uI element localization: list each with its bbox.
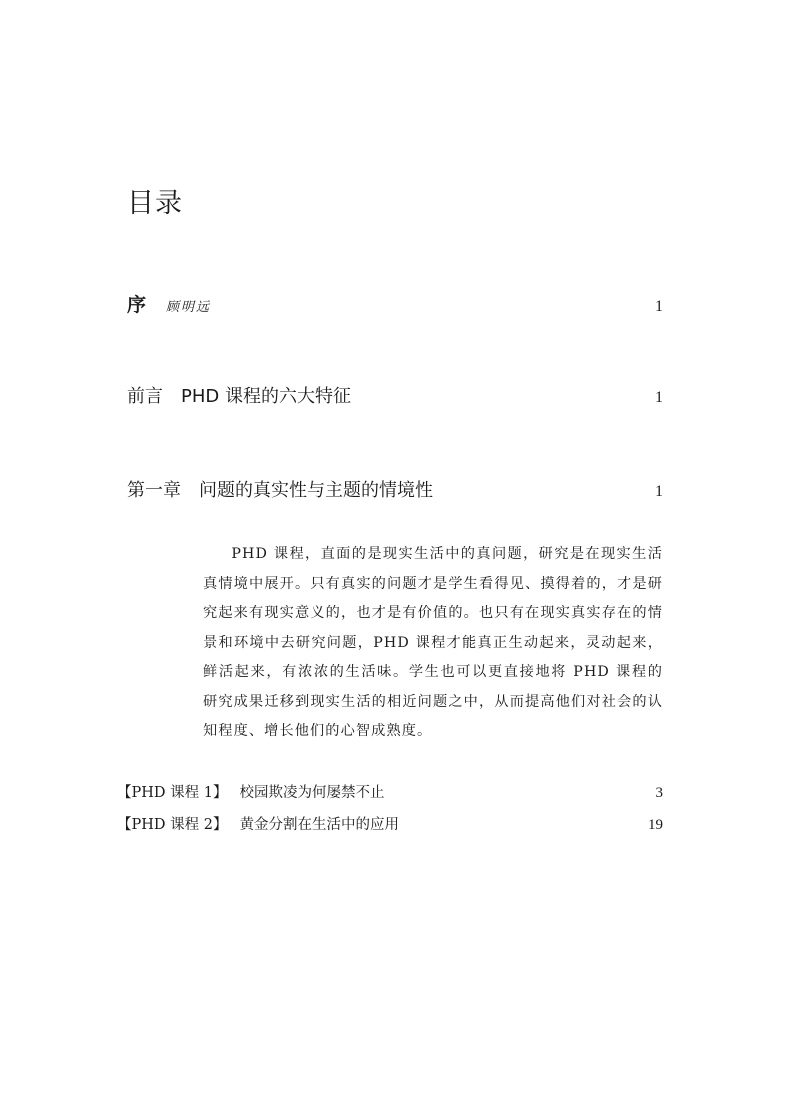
course-2-page-number: 19 <box>648 817 663 833</box>
chapter-1-title: 问题的真实性与主题的情境性 <box>199 480 433 501</box>
toc-entry-chapter-1[interactable] <box>127 476 663 506</box>
toc-entry-preface[interactable] <box>127 290 663 320</box>
course-2-tag: 【PHD 课程 2】 <box>117 817 228 833</box>
preface-author: 顾明远 <box>166 300 212 315</box>
page-title: 目录 <box>127 188 183 220</box>
foreword-label: 前言 <box>127 386 163 407</box>
foreword-page-number: 1 <box>655 389 663 406</box>
preface-page-number: 1 <box>655 298 663 315</box>
toc-entry-foreword[interactable] <box>127 382 663 412</box>
toc-entry-course-2[interactable] <box>117 813 663 837</box>
foreword-title: PHD 课程的六大特征 <box>181 386 351 407</box>
chapter-1-summary: PHD 课程，直面的是现实生活中的真问题，研究是在现实生活真情境中展开。只有真实的问题才是学生看得见、摸得着的，才是研究起来有现实意义的，也才是有价值的。也只有在现实真实存在的情景和环境中去研究问题，PHD 课程才能真正生动起来，灵动起来，鲜活起来，有浓浓的生活味。学生也可以更直接地将 PHD 课程的研究成果迁移到现实生活的相近问题之中，从而提高他们对社会的认知程度、增长他们的心智成熟度。 <box>203 546 663 739</box>
course-1-title: 校园欺凌为何屡禁不止 <box>239 785 385 801</box>
course-1-page-number: 3 <box>655 785 663 801</box>
chapter-1-page-number: 1 <box>655 483 663 500</box>
chapter-1-label: 第一章 <box>127 480 181 501</box>
preface-label: 序 <box>127 294 147 316</box>
toc-entry-course-1[interactable] <box>117 781 663 805</box>
course-2-title: 黄金分割在生活中的应用 <box>239 817 399 833</box>
course-1-tag: 【PHD 课程 1】 <box>117 785 228 801</box>
